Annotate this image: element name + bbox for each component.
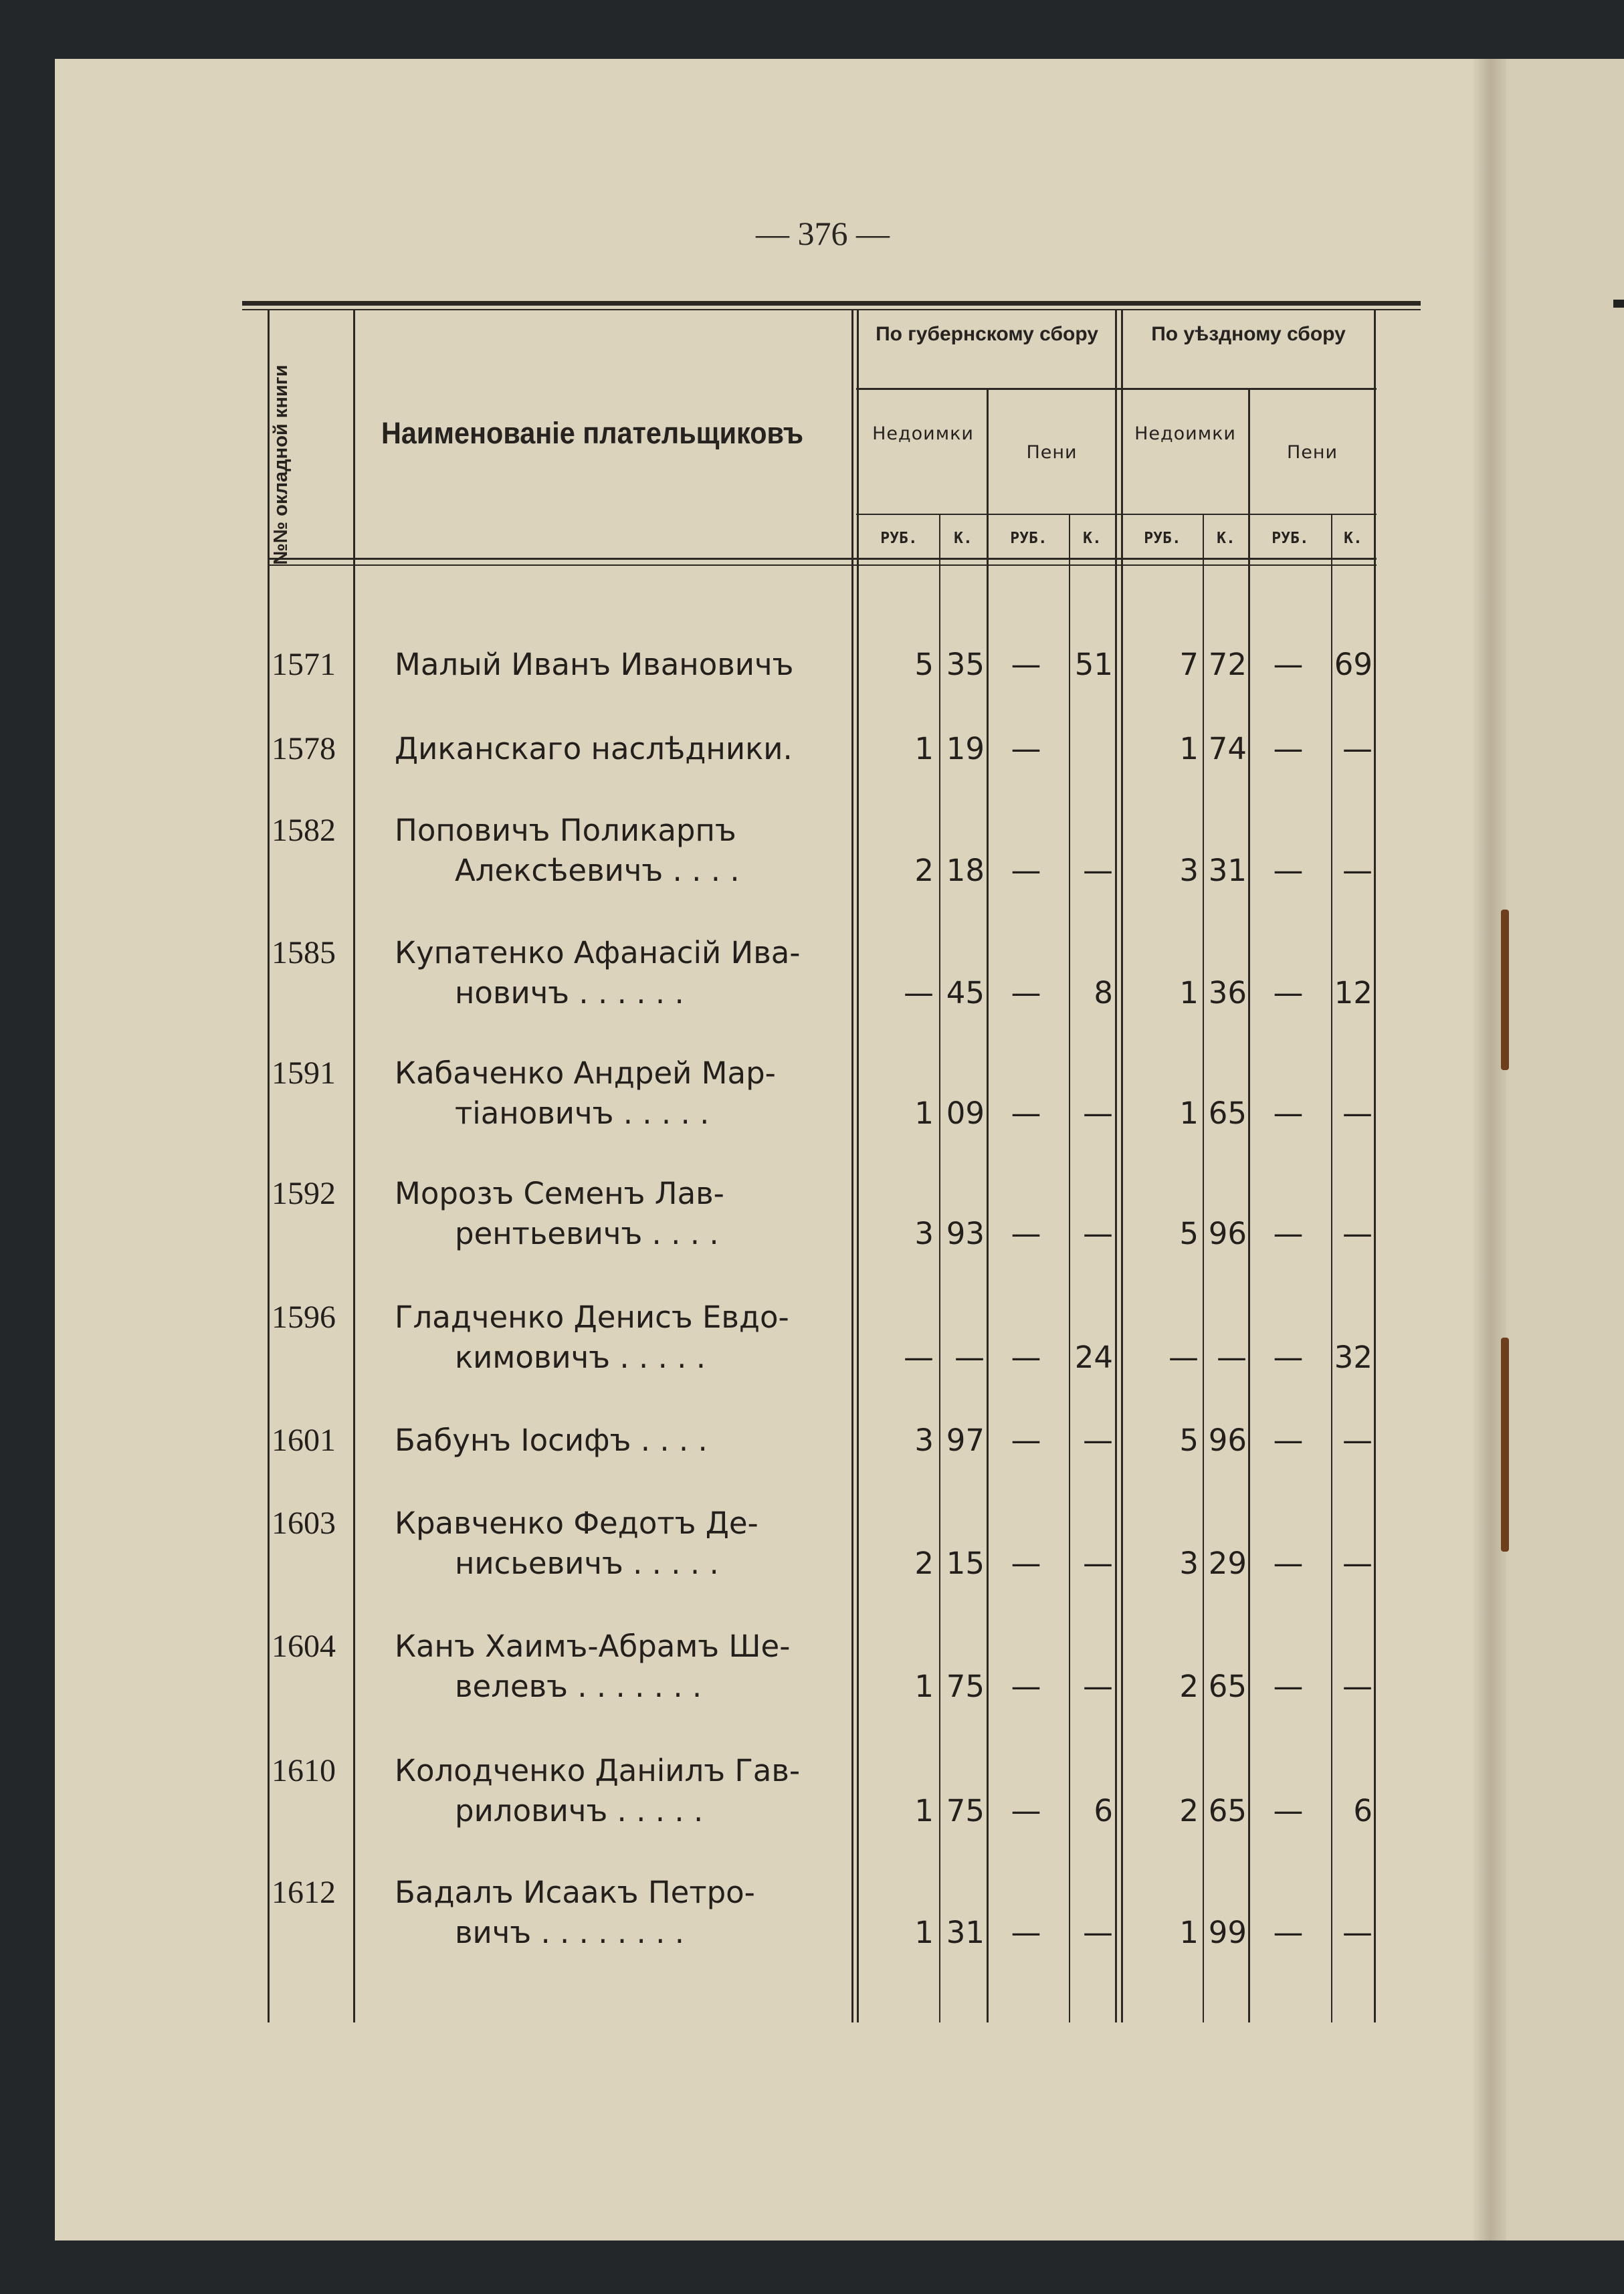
binding-thread	[1501, 910, 1509, 1070]
amount-cell: —	[904, 975, 934, 1011]
amount-cell: 1	[1179, 1096, 1199, 1131]
amount-cell: —	[1083, 1096, 1113, 1131]
book-number: 1610	[272, 1753, 336, 1788]
amount-cell: 1	[914, 1096, 934, 1131]
book-number: 1582	[272, 813, 336, 848]
amount-cell: 29	[1208, 1546, 1247, 1581]
payer-name-line: Диканскаго наслѣдники.	[395, 731, 793, 766]
amount-cell: —	[1011, 975, 1041, 1011]
amount-cell: 2	[1179, 1669, 1199, 1704]
amount-cell: —	[904, 1340, 934, 1375]
amount-cell: —	[1273, 1546, 1304, 1581]
payer-name-line: Канъ Хаимъ-Абрамъ Ше-	[395, 1629, 791, 1664]
amount-cell: —	[1273, 1915, 1304, 1950]
amount-cell: 5	[914, 647, 934, 682]
amount-cell: 36	[1208, 975, 1247, 1011]
amount-cell: 15	[946, 1546, 985, 1581]
binding-thread	[1501, 1338, 1509, 1552]
amount-cell: 2	[914, 853, 934, 888]
amount-cell: 3	[914, 1216, 934, 1251]
payer-name-line: Морозъ Семенъ Лав-	[395, 1176, 724, 1211]
amount-cell: 6	[1353, 1793, 1373, 1829]
facing-page	[1506, 59, 1624, 2240]
header-arrears: Недоимки	[1134, 423, 1236, 444]
amount-cell: 2	[1179, 1793, 1199, 1829]
header-penalties: Пени	[1026, 442, 1078, 463]
payer-name-line: вичъ . . . . . . . .	[455, 1915, 685, 1950]
amount-cell: 6	[1094, 1793, 1113, 1829]
amount-cell: —	[1342, 1216, 1373, 1251]
amount-cell: 19	[946, 731, 985, 766]
amount-cell: 35	[946, 647, 985, 682]
amount-cell: 3	[914, 1423, 934, 1458]
payer-name-line: рентьевичъ . . . .	[455, 1216, 719, 1251]
page-number: — 376 —	[756, 215, 890, 252]
amount-cell: 31	[946, 1915, 985, 1950]
payer-name-line: кимовичъ . . . . .	[455, 1340, 706, 1375]
amount-cell: 97	[946, 1423, 985, 1458]
amount-cell: —	[1011, 1546, 1041, 1581]
amount-cell: —	[1083, 1546, 1113, 1581]
amount-cell: 8	[1094, 975, 1113, 1011]
amount-cell: —	[1342, 1096, 1373, 1131]
amount-cell: 65	[1208, 1669, 1247, 1704]
amount-cell: —	[1011, 1423, 1041, 1458]
header-penalties: Пени	[1286, 442, 1338, 463]
book-gutter	[1471, 59, 1506, 2240]
amount-cell: 09	[946, 1096, 985, 1131]
payer-name-line: Бабунъ Іосифъ . . . .	[395, 1423, 708, 1458]
amount-cell: —	[1011, 1216, 1041, 1251]
amount-cell: —	[1011, 1793, 1041, 1829]
amount-cell: —	[1273, 1216, 1304, 1251]
amount-cell: —	[1273, 1096, 1304, 1131]
amount-cell: —	[1011, 1669, 1041, 1704]
payer-name-line: Малый Иванъ Ивановичъ	[395, 647, 794, 682]
amount-cell: 12	[1334, 975, 1373, 1011]
payer-name-line: тіановичъ . . . . .	[455, 1096, 710, 1131]
amount-cell: —	[1273, 731, 1304, 766]
amount-cell: 99	[1208, 1915, 1247, 1950]
payer-name-line: Кабаченко Андрей Мар-	[395, 1055, 776, 1091]
amount-cell: 5	[1179, 1423, 1199, 1458]
amount-cell: 1	[1179, 1915, 1199, 1950]
amount-cell: —	[1273, 1423, 1304, 1458]
amount-cell: —	[954, 1340, 985, 1375]
amount-cell: 51	[1074, 647, 1113, 682]
amount-cell: —	[1083, 1216, 1113, 1251]
amount-cell: 75	[946, 1669, 985, 1704]
amount-cell: 1	[914, 731, 934, 766]
amount-cell: —	[1083, 1423, 1113, 1458]
amount-cell: 31	[1208, 853, 1247, 888]
unit-kop: К.	[1344, 530, 1362, 547]
amount-cell: 96	[1208, 1423, 1247, 1458]
payer-name-line: Алексѣевичъ . . . .	[455, 853, 740, 888]
book-number: 1603	[272, 1505, 336, 1541]
payer-name-line: Кравченко Федотъ Де-	[395, 1505, 758, 1541]
book-number: 1591	[272, 1055, 336, 1091]
amount-cell: —	[1011, 1096, 1041, 1131]
amount-cell: 96	[1208, 1216, 1247, 1251]
amount-cell: —	[1273, 975, 1304, 1011]
amount-cell: —	[1273, 1669, 1304, 1704]
unit-kop: К.	[954, 530, 973, 547]
amount-cell: 1	[1179, 731, 1199, 766]
book-number: 1578	[272, 731, 336, 766]
payer-name-line: Поповичъ Поликарпъ	[395, 813, 736, 848]
header-provincial-levy: По губернскому сбору	[876, 323, 1098, 345]
amount-cell: 72	[1208, 647, 1247, 682]
amount-cell: 69	[1334, 647, 1373, 682]
amount-cell: —	[1273, 1340, 1304, 1375]
unit-rub: РУБ.	[880, 530, 918, 547]
amount-cell: —	[1342, 731, 1373, 766]
payer-name-line: новичъ . . . . . .	[455, 975, 684, 1011]
payer-name-line: риловичъ . . . . .	[455, 1793, 704, 1829]
amount-cell: 75	[946, 1793, 985, 1829]
amount-cell: —	[1083, 1669, 1113, 1704]
payer-name-line: Колодченко Даніилъ Гав-	[395, 1753, 801, 1788]
amount-cell: —	[1342, 1546, 1373, 1581]
payer-name-line: Гладченко Денисъ Евдо-	[395, 1299, 789, 1335]
amount-cell: —	[1273, 647, 1304, 682]
amount-cell: —	[1169, 1340, 1199, 1375]
amount-cell: —	[1011, 1340, 1041, 1375]
book-number: 1585	[272, 935, 336, 970]
amount-cell: 45	[946, 975, 985, 1011]
amount-cell: —	[1342, 853, 1373, 888]
amount-cell: —	[1083, 853, 1113, 888]
unit-rub: РУБ.	[1010, 530, 1047, 547]
amount-cell: —	[1011, 853, 1041, 888]
book-number: 1571	[272, 647, 336, 682]
unit-kop: К.	[1083, 530, 1102, 547]
book-number: 1601	[272, 1423, 336, 1458]
header-payer-name: Наименованіе плательщиковъ	[381, 416, 804, 450]
unit-rub: РУБ.	[1272, 530, 1309, 547]
amount-cell: 65	[1208, 1793, 1247, 1829]
amount-cell: —	[1217, 1340, 1247, 1375]
unit-kop: К.	[1217, 530, 1235, 547]
header-arrears: Недоимки	[872, 423, 974, 444]
amount-cell: 1	[914, 1793, 934, 1829]
amount-cell: 65	[1208, 1096, 1247, 1131]
unit-rub: РУБ.	[1144, 530, 1181, 547]
book-number: 1604	[272, 1629, 336, 1664]
amount-cell: 2	[914, 1546, 934, 1581]
amount-cell: 93	[946, 1216, 985, 1251]
amount-cell: —	[1342, 1915, 1373, 1950]
amount-cell: —	[1342, 1423, 1373, 1458]
book-number: 1612	[272, 1875, 336, 1910]
amount-cell: —	[1011, 647, 1041, 682]
payer-name-line: нисьевичъ . . . . .	[455, 1546, 719, 1581]
amount-cell: —	[1342, 1669, 1373, 1704]
payer-name-line: велевъ . . . . . . .	[455, 1669, 702, 1704]
amount-cell: 1	[914, 1669, 934, 1704]
amount-cell: 3	[1179, 1546, 1199, 1581]
amount-cell: 7	[1179, 647, 1199, 682]
payer-name-line: Бадалъ Исаакъ Петро-	[395, 1875, 755, 1910]
amount-cell: 32	[1334, 1340, 1373, 1375]
header-district-levy: По уѣздному сбору	[1151, 323, 1346, 345]
amount-cell: 3	[1179, 853, 1199, 888]
amount-cell: 74	[1208, 731, 1247, 766]
amount-cell: 1	[1179, 975, 1199, 1011]
amount-cell: —	[1011, 1915, 1041, 1950]
book-number: 1596	[272, 1299, 336, 1335]
amount-cell: 1	[914, 1915, 934, 1950]
amount-cell: —	[1273, 853, 1304, 888]
amount-cell: 18	[946, 853, 985, 888]
amount-cell: —	[1011, 731, 1041, 766]
amount-cell: —	[1083, 1915, 1113, 1950]
payer-name-line: Купатенко Афанасій Ива-	[395, 935, 801, 970]
amount-cell: 5	[1179, 1216, 1199, 1251]
amount-cell: 24	[1074, 1340, 1113, 1375]
book-number: 1592	[272, 1176, 336, 1211]
amount-cell: —	[1273, 1793, 1304, 1829]
